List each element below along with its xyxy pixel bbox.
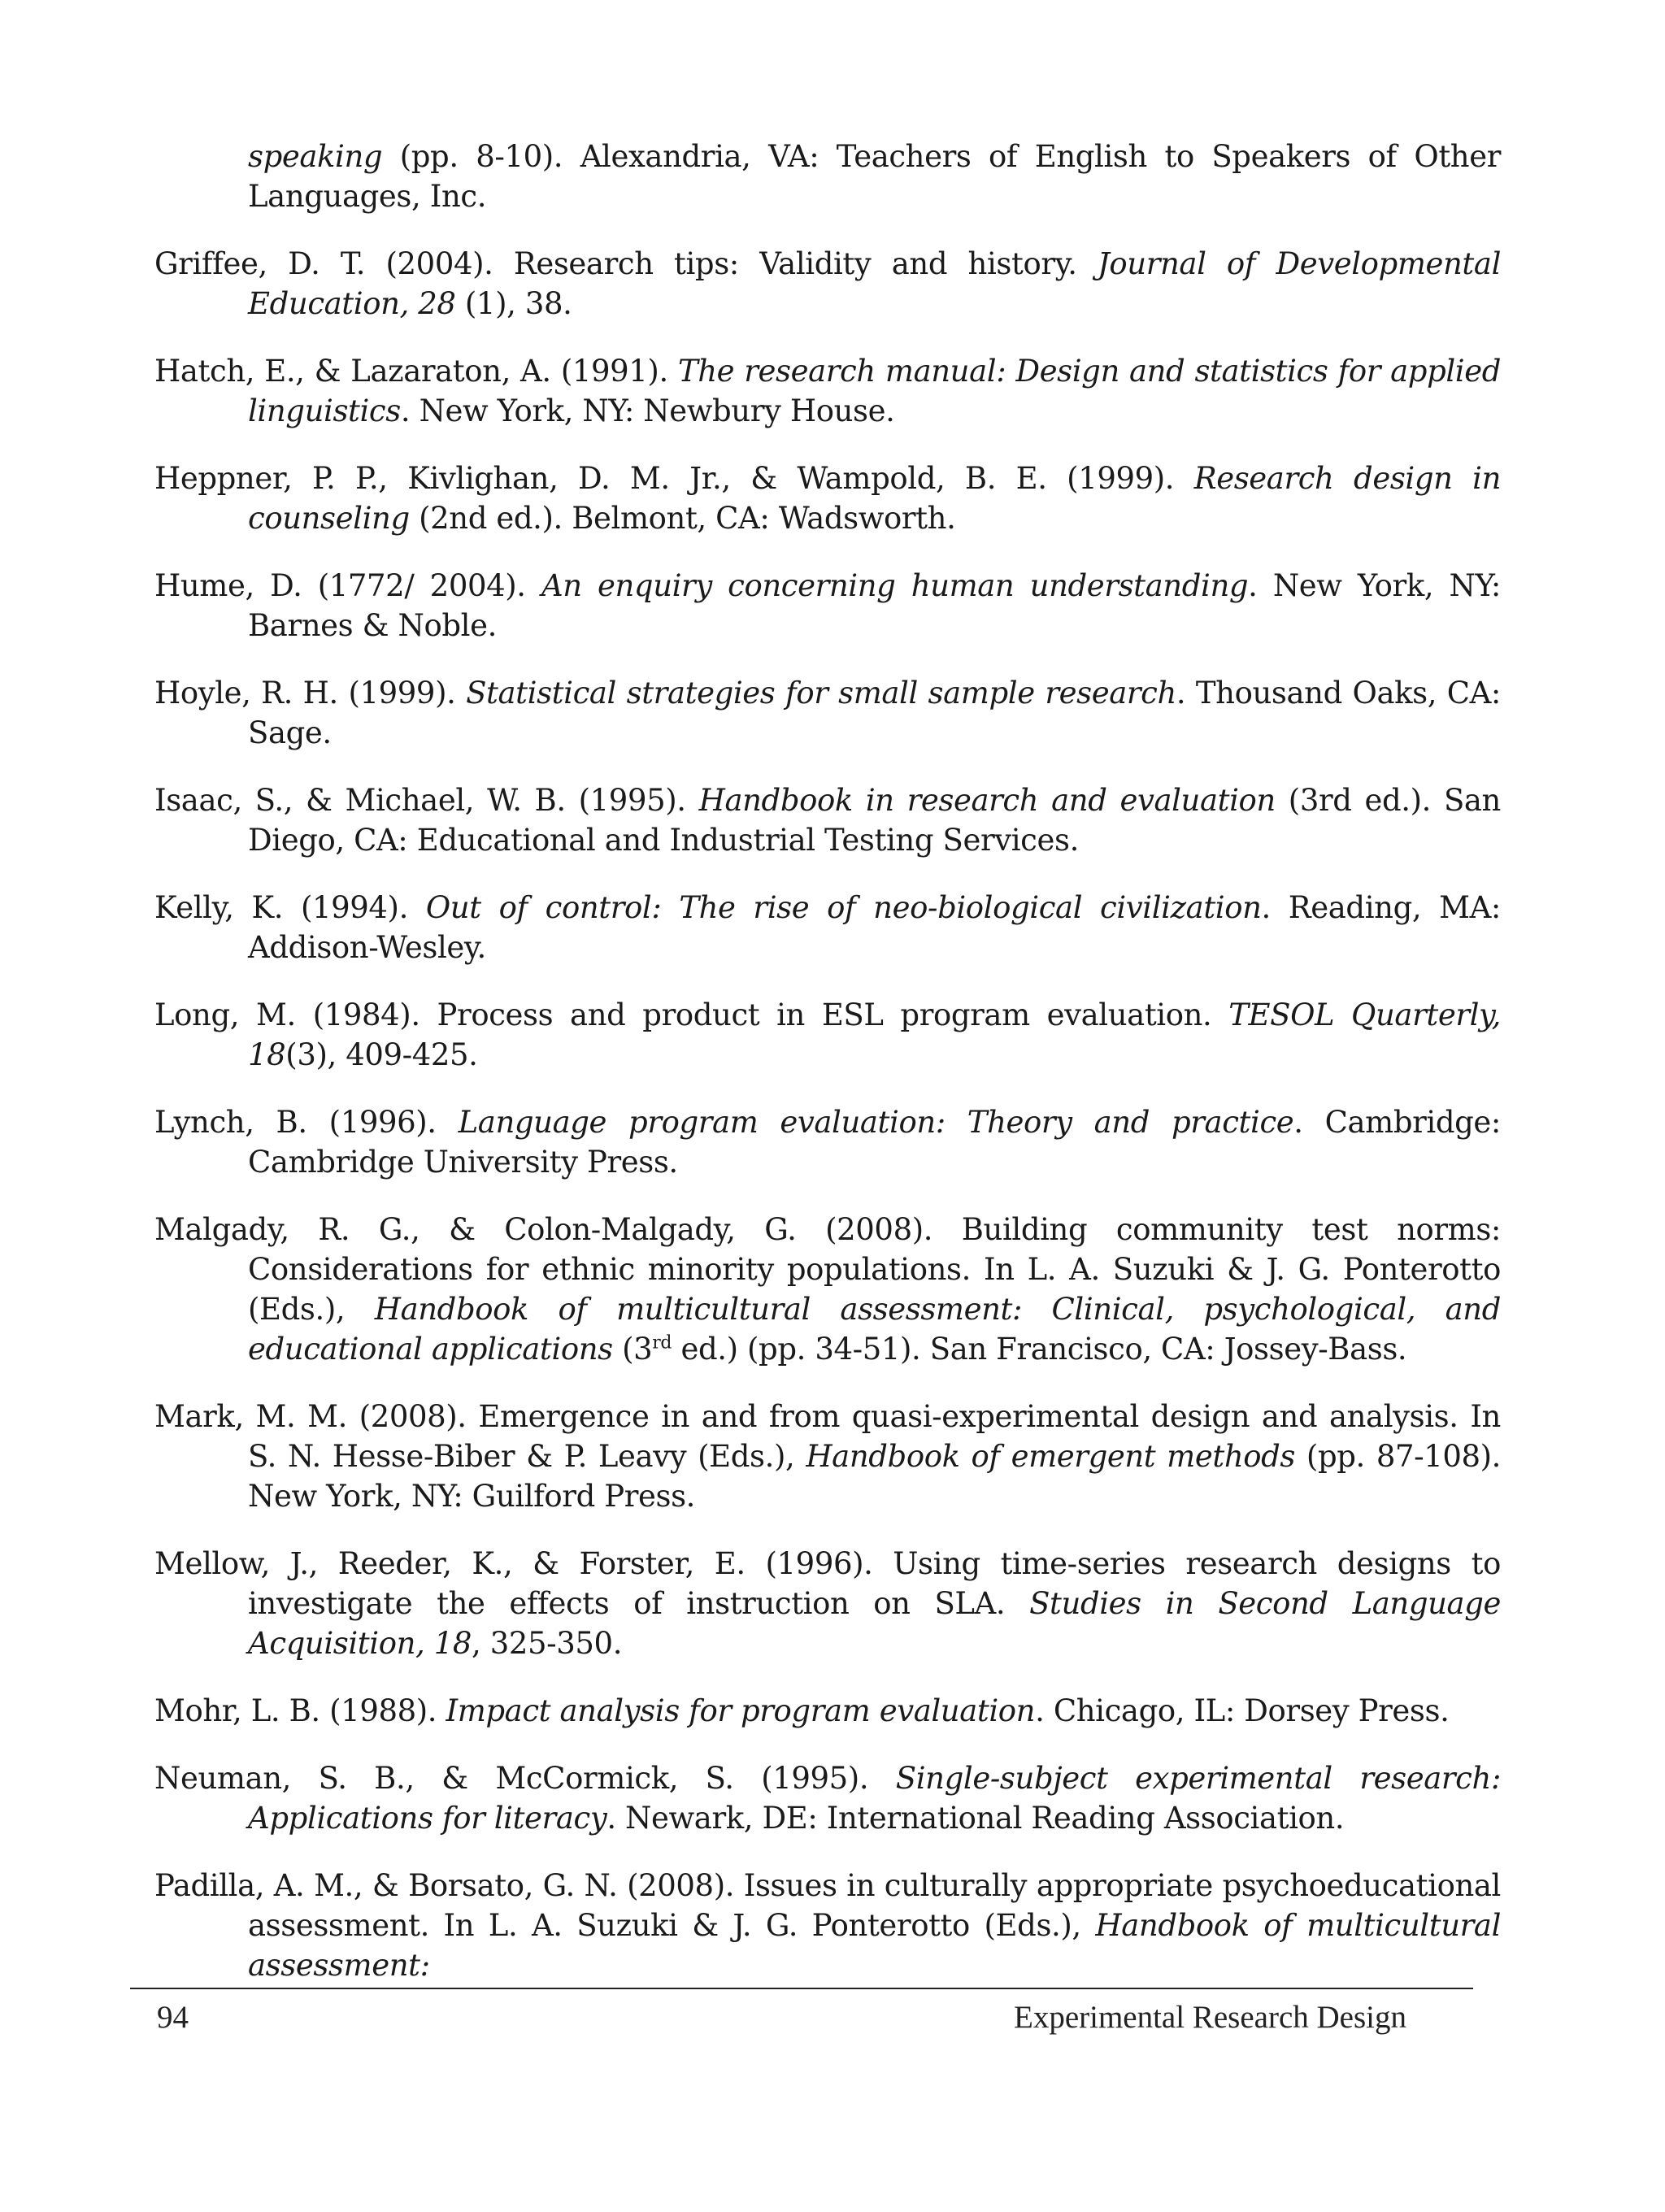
reference-text: Neuman, S. B., & McCormick, S. (1995). [154,1761,896,1796]
reference-text: . Newark, DE: International Reading Association. [606,1801,1345,1836]
reference-text: Long, M. (1984). Process and product in ESL program evaluation. [154,997,1229,1032]
reference-text: ed.) (pp. 34-51). San Francisco, CA: Jossey-Bass. [672,1332,1407,1367]
reference-list [154,137,1501,2013]
reference-text: Hoyle, R. H. (1999). [154,676,467,711]
reference-title: An enquiry concerning human understanding [541,568,1249,603]
reference-title: Statistical strategies for small sample research [466,676,1176,711]
reference-title: Journal of Developmental Education, 28 [248,246,1501,321]
reference-title: Out of control: The rise of neo-biological civilization [425,890,1262,925]
reference-text: , 325-350. [472,1626,623,1661]
reference-text: . New York, NY: Newbury House. [400,393,895,428]
footer-divider [130,1988,1473,1989]
reference-title: Handbook of multicultural assessment: Clinical, psychological, and educational applications [248,1292,1501,1367]
reference-entry [154,1544,1501,1663]
reference-title: Handbook of emergent methods [806,1439,1296,1474]
reference-text: . Chicago, IL: Dorsey Press. [1035,1693,1450,1728]
page-number: 94 [157,2000,189,2035]
reference-text: Hume, D. (1772/ 2004). [154,568,541,603]
reference-entry [154,673,1501,753]
reference-entry [154,244,1501,324]
reference-text: (pp. 87-108). New York, NY: Guilford Press. [248,1439,1502,1514]
reference-entry [154,1758,1501,1838]
reference-title: Handbook of multicultural assessment: [248,1908,1501,1983]
reference-title: Studies in Second Language Acquisition, 18 [248,1586,1501,1661]
reference-text: (pp. 8-10). Alexandria, VA: Teachers of English to Speakers of Other Languages, Inc. [248,139,1501,214]
reference-entry [154,780,1501,860]
reference-text: Kelly, K. (1994). [154,890,426,925]
reference-title: Impact analysis for program evaluation [446,1693,1036,1728]
reference-text: Padilla, A. M., & Borsato, G. N. (2008). Issues in culturally appropriate psychoeducational assessment. In L. A. Suzuki & J. G. Ponterotto (Eds.), [154,1868,1501,1943]
reference-entry [154,995,1501,1075]
reference-text: (3 [612,1332,653,1367]
reference-text: Lynch, B. (1996). [154,1105,459,1140]
reference-text: . Cambridge: Cambridge University Press. [248,1105,1501,1180]
reference-text: Mellow, J., Reeder, K., & Forster, E. (1996). Using time-series research designs to investigate the effects of instruction on SLA. [154,1546,1501,1621]
reference-text: Griffee, D. T. (2004). Research tips: Validity and history. [154,246,1098,281]
reference-text: (3rd ed.). San Diego, CA: Educational and Industrial Testing Services. [248,783,1501,858]
reference-title: Research design in counseling [248,461,1502,536]
reference-text: . Reading, MA: Addison-Wesley. [248,890,1501,965]
reference-entry [154,888,1501,967]
reference-title: Single-subject experimental research: Applications for literacy [248,1761,1502,1836]
reference-text: Heppner, P. P., Kivlighan, D. M. Jr., & Wampold, B. E. (1999). [154,461,1194,496]
reference-continuation [154,137,1501,216]
reference-text: (2nd ed.). Belmont, CA: Wadsworth. [409,501,956,536]
reference-entry [154,458,1501,538]
reference-entry [154,1866,1501,1985]
reference-entry [154,351,1501,431]
running-title: Experimental Research Design [1014,2000,1406,2035]
reference-title: Language program evaluation: Theory and practice [458,1105,1294,1140]
reference-entry [154,566,1501,645]
reference-entry [154,1397,1501,1516]
reference-text: . Thousand Oaks, CA: Sage. [248,676,1501,750]
reference-text: (3), 409-425. [285,1037,478,1072]
reference-text: (1), 38. [455,286,572,321]
reference-entry [154,1210,1501,1369]
reference-text: Mark, M. M. (2008). Emergence in and from quasi-experimental design and analysis. In S. N. Hesse-Biber & P. Leavy (Eds.), [154,1399,1501,1474]
reference-title: Handbook in research and evaluation [698,783,1276,818]
reference-text: Malgady, R. G., & Colon-Malgady, G. (2008). Building community test norms: Considerations for ethnic minority populations. In L. A. Suzuki & J. G. Ponterotto (Eds.), [154,1212,1501,1327]
reference-title: TESOL Quarterly, 18 [248,997,1501,1072]
reference-entry [154,1102,1501,1182]
reference-text: Hatch, E., & Lazaraton, A. (1991). [154,354,678,389]
reference-text: . New York, NY: Barnes & Noble. [248,568,1501,643]
reference-entry [154,1691,1501,1731]
reference-text: Isaac, S., & Michael, W. B. (1995). [154,783,699,818]
reference-title: speaking [248,139,383,174]
reference-title: The research manual: Design and statistics for applied linguistics [248,354,1502,428]
superscript-text: rd [652,1332,672,1354]
reference-text: Mohr, L. B. (1988). [154,1693,446,1728]
